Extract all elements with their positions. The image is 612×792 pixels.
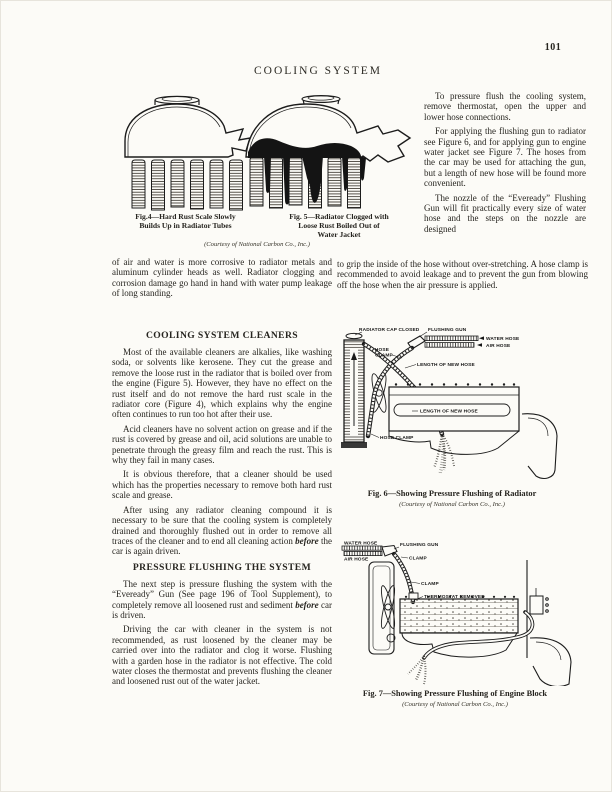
engine-block (389, 383, 519, 454)
label-hose-clamp-line2: CLAMP (375, 353, 393, 359)
water-spray (434, 434, 454, 474)
thermostat-opening (409, 593, 418, 599)
figure-7-courtesy: (Courtesy of National Carbon Co., Inc.) (402, 701, 508, 708)
paragraph: The nozzle of the “Eveready” Flushing Gun will fit practically every size of water hose and the steps on the nozzle are designed (424, 192, 586, 234)
figure-6-caption: Fig. 6—Showing Pressure Flushing of Radiator (367, 489, 537, 498)
engine-block (400, 593, 518, 657)
car-fender (530, 638, 571, 686)
radiator-cap (302, 96, 340, 104)
label-flushing-gun: FLUSHING GUN (428, 328, 467, 333)
label-air-hose: AIR HOSE (344, 557, 369, 563)
car-fender (522, 414, 557, 479)
radiator (341, 333, 367, 448)
label-radiator-cap: RADIATOR CAP CLOSED (359, 328, 420, 333)
left-column (112, 328, 332, 691)
label-hose-clamp-line1: HOSE (374, 348, 390, 353)
figure-7-caption: Fig. 7—Showing Pressure Flushing of Engine Block (362, 689, 548, 698)
label-air-hose: AIR HOSE (486, 343, 511, 349)
figure-7-block (330, 538, 598, 708)
flushing-gun (408, 336, 478, 349)
paragraph: It is obvious therefore, that a cleaner should be used which has the properties necessary to remove both hard rust scale and grease. (112, 469, 332, 501)
figure-6-illustration (332, 318, 594, 486)
paragraph: Driving the car with cleaner in the system is not recommended, as rust loosened by the cleaner may be carried over into the radiator and clog it worse. Flushing with a garden hose in the radiator is not effective. The cold water closes the thermostat and prevents flushing the cleaner and loosened rust out of the water jacket. (112, 624, 332, 687)
paragraph: Acid cleaners have no solvent action on grease and if the rust is covered by grease and oil, acid solutions are unable to penetrate through the greasy film and reach the rust. This is why they fail in many cases. (112, 423, 332, 466)
label-water-hose: WATER HOSE (344, 541, 378, 547)
figure-6-block (332, 318, 594, 508)
label-length-of-new-hose-lower: LENGTH OF NEW HOSE (420, 409, 478, 415)
label-length-of-new-hose-upper: LENGTH OF NEW HOSE (417, 363, 475, 368)
figure-5-illustration (228, 90, 418, 217)
figure-4-caption: Fig.4—Hard Rust Scale Slowly Builds Up in Radiator Tubes (135, 212, 236, 230)
figure-5-caption: Fig. 5—Radiator Clogged with Loose Rust Boiled Out of Water Jacket (289, 212, 389, 239)
band-left-column (112, 257, 332, 303)
paragraph: For applying the flushing gun to radiator see Figure 6, and for applying gun to engine water jacket see Figure 7. The hoses from the car may be used for attaching the gun, but a length of new hose will be found more convenient. (424, 126, 586, 189)
paragraph: The next step is pressure flushing the system with the “Eveready” Gun (See page 196 of Tool Supplement), to completely remove all loosened rust and sediment before car is driven. (112, 578, 332, 620)
label-thermostat-removed: THERMOSTAT REMOVED (424, 595, 485, 600)
label-clamp-1: CLAMP (409, 556, 427, 562)
paragraph: To pressure flush the cooling system, remove thermostat, open the upper and lower hose connections. (424, 91, 586, 122)
figures-courtesy-line: (Courtesy of National Carbon Co., Inc.) (204, 241, 310, 248)
label-clamp-2: CLAMP (421, 582, 439, 587)
figure-6-courtesy: (Courtesy of National Carbon Co., Inc.) (399, 501, 505, 508)
band-right-column (337, 259, 588, 294)
flushing-gun (342, 546, 397, 557)
right-top-column (424, 91, 586, 238)
page-number: 101 (544, 42, 562, 53)
paragraph: to grip the inside of the hose without over-stretching. A hose clamp is recommended to avoid leakage and to prevent the gun from blowing off the hose when the air pressure is applied. (337, 259, 588, 290)
water-spray (408, 656, 426, 684)
section-heading-cooling-system-cleaners: COOLING SYSTEM CLEANERS (145, 330, 299, 341)
label-flushing-gun: FLUSHING GUN (400, 543, 439, 548)
label-hose-clamp-bottom: HOSE CLAMP (380, 436, 414, 441)
page-title: COOLING SYSTEM (254, 65, 382, 77)
radiator-tubes (132, 160, 243, 210)
label-water-hose: WATER HOSE (486, 337, 520, 342)
figure-7-illustration (330, 538, 598, 686)
section-heading-pressure-flushing: PRESSURE FLUSHING THE SYSTEM (132, 561, 312, 573)
paragraph: of air and water is more corrosive to radiator metals and aluminum cylinder heads as well. Radiator clogging and corrosion damage go hand in hand with water pump leakage of long standing. (112, 257, 332, 299)
paragraph: Most of the available cleaners are alkalies, like washing soda, or solvents like kerosene. They cut the grease and remove the loose rust in the radiator that is boiled over from the engine (Figure 5). However, they have no effect on the rust itself and do not remove the hard rust scale in the radiator core (Figure 4), which explains why the engine often continues to run too hot after their use. (112, 347, 332, 420)
paragraph: After using any radiator cleaning compound it is necessary to be sure that the cooling system is completely drained and thoroughly flushed out in order to remove all traces of the cleaner and to end all cleaning action before the car is again driven. (112, 504, 332, 557)
